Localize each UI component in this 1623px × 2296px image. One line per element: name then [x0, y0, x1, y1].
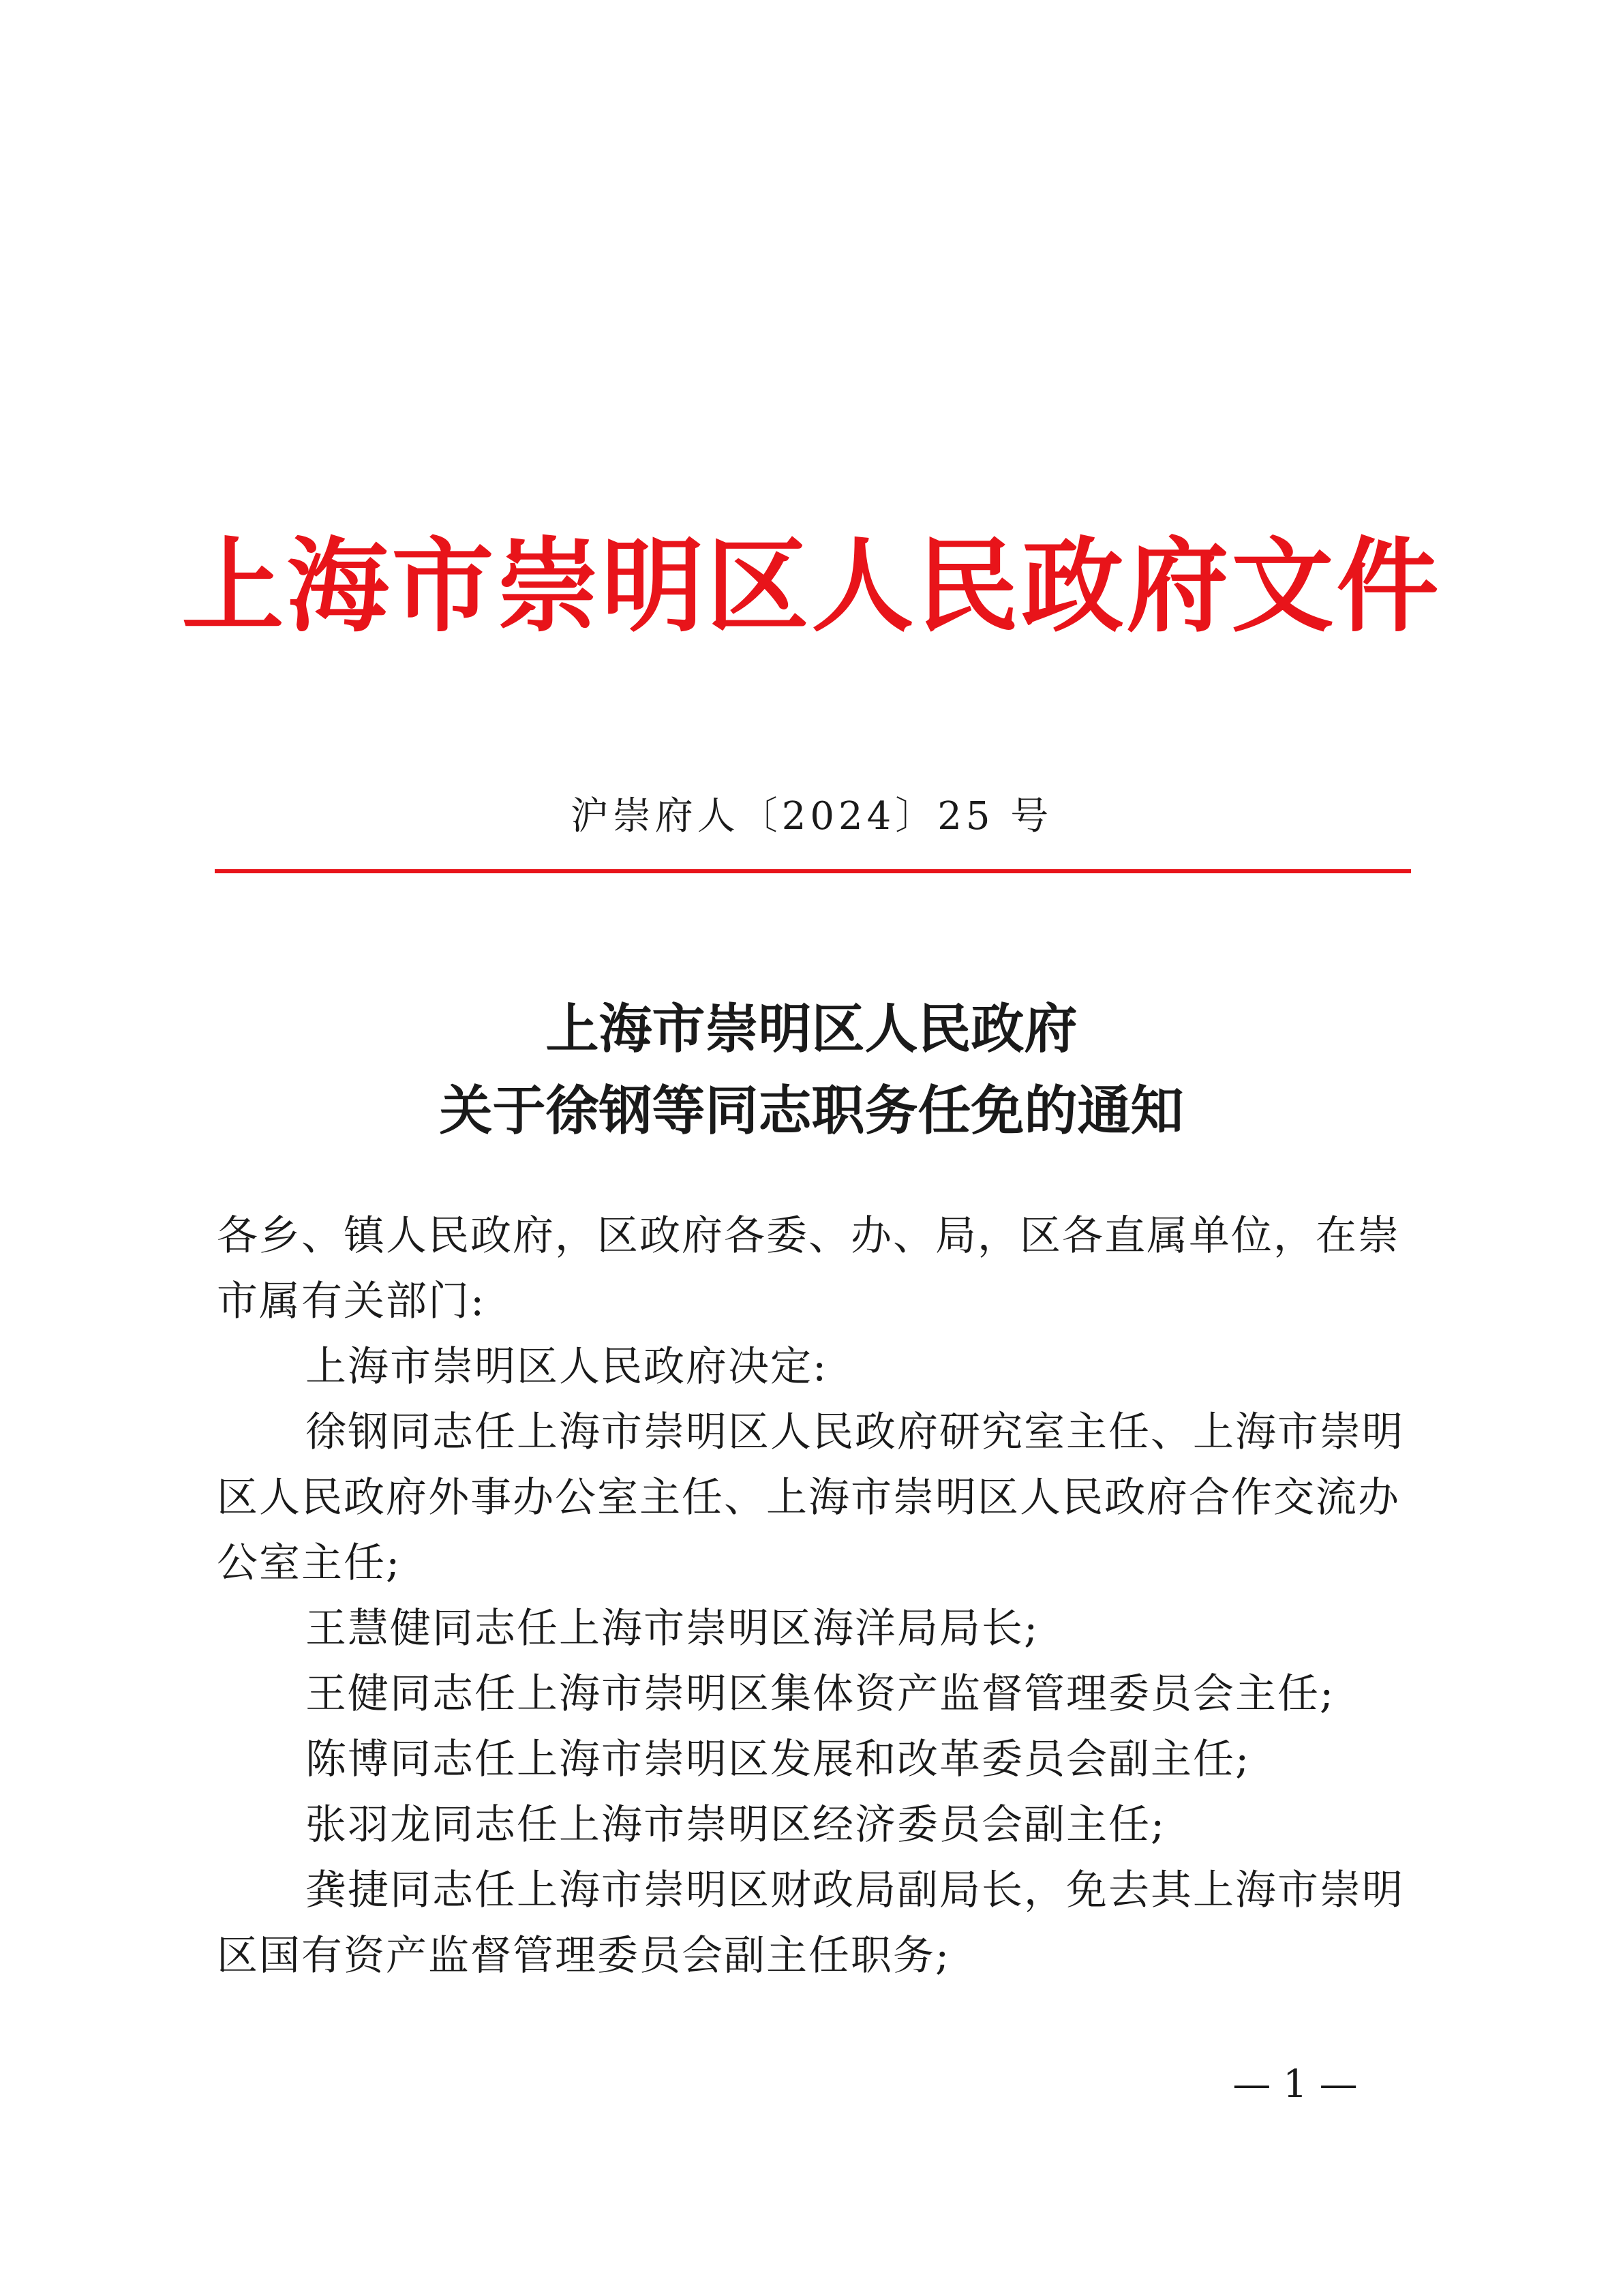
body-paragraph: 张羽龙同志任上海市崇明区经济委员会副主任;	[305, 1801, 1166, 1849]
addressee-paragraph: 各乡、镇人民政府，区政府各委、办、局，区各直属单位，在崇市属有关部门:	[217, 1212, 1400, 1325]
body-paragraph: 陈博同志任上海市崇明区发展和改革委员会副主任;	[305, 1736, 1251, 1783]
page-number: — 1 —	[1232, 2062, 1358, 2106]
document-number: 沪崇府人〔2024〕25 号	[570, 794, 1053, 839]
notice-title-line-2: 关于徐钢等同志职务任免的通知	[439, 1080, 1184, 1142]
notice-title-line-1: 上海市崇明区人民政府	[545, 998, 1078, 1060]
document-header-title: 上海市崇明区人民政府文件	[181, 526, 1442, 646]
body-paragraph: 龚捷同志任上海市崇明区财政局副局长，免去其上海市崇明区国有资产监督管理委员会副主任职务;	[217, 1867, 1404, 1980]
body-paragraph: 徐钢同志任上海市崇明区人民政府研究室主任、上海市崇明区人民政府外事办公室主任、上海市崇明区人民政府合作交流办公室主任;	[217, 1408, 1404, 1587]
notice-title	[0, 988, 1623, 1152]
notice-body	[217, 1203, 1416, 1989]
red-divider-line	[215, 869, 1411, 873]
body-paragraph: 上海市崇明区人民政府决定:	[305, 1343, 828, 1391]
body-paragraph: 王慧健同志任上海市崇明区海洋局局长;	[305, 1605, 1040, 1652]
body-paragraph: 王健同志任上海市崇明区集体资产监督管理委员会主任;	[305, 1670, 1335, 1718]
